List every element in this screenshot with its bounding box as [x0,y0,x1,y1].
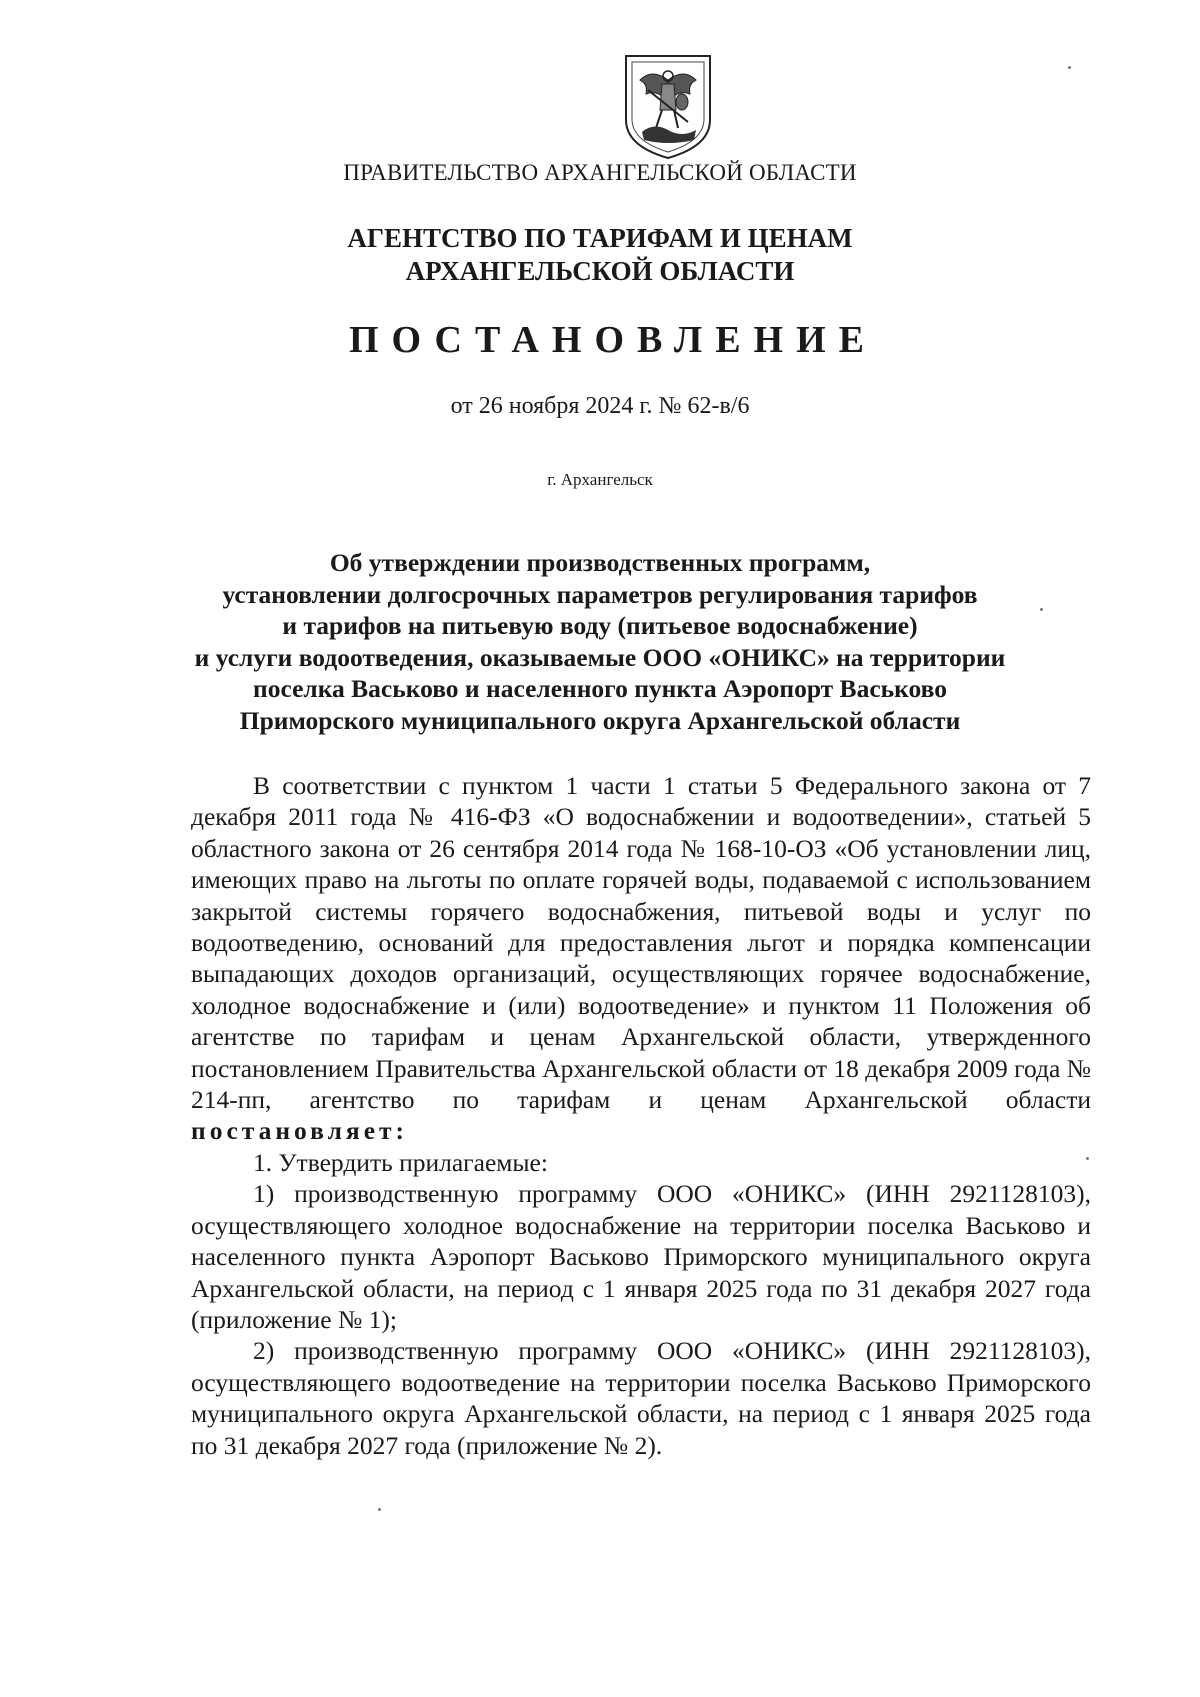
preamble-text: В соответствии с пунктом 1 части 1 статьи 5 Федерального закона от 7 декабря 2011 года № 416-ФЗ «О водоснабжении и водоотведении», статьей 5 областного закона от 26 сентября 2014 года № 168-10-ОЗ «Об установлении лиц, имеющих право на льготы по оплате горячей воды, подаваемой с использованием закрытой системы горячего водоснабжения, питьевой воды и услуг по водоотведению, оснований для предоставления льгот и порядка компенсации выпадающих доходов организаций, осуществляющих горячее водоснабжение, холодное водоснабжение и (или) водоотведение» и пунктом 11 Положения об агентстве по тарифам и ценам Архангельской области, утвержденного постановлением Правительства Архангельской области от 18 декабря 2009 года № 214-пп, агентство по тарифам и ценам Архангельской области [191,771,1091,1115]
scan-speck [378,1508,381,1511]
title-line: Приморского муниципального округа Архангельской области [239,705,961,735]
agency-name-line: АРХАНГЕЛЬСКОЙ ОБЛАСТИ [405,256,795,286]
arkhangelsk-coat-of-arms-icon [618,50,718,162]
title-line: и услуги водоотведения, оказываемые ООО «ОНИКС» на территории [194,642,1006,672]
agency-name-line: АГЕНТСТВО ПО ТАРИФАМ И ЦЕНАМ [347,223,853,253]
item-1-2: 2) производственную программу ООО «ОНИКС» (ИНН 2921128103), осуществляющего водоотведение на территории поселка Васьково Приморского муниципального округа Архангельской области, на период с 1 января 2025 года по 31 декабря 2027 года (приложение № 2). [191,1336,1091,1460]
agency-name [0,222,1200,288]
government-name: ПРАВИТЕЛЬСТВО АРХАНГЕЛЬСКОЙ ОБЛАСТИ [343,160,857,185]
title-line: поселка Васьково и населенного пункта Аэропорт Васьково [253,674,947,703]
item-1-1: 1) производственную программу ООО «ОНИКС» (ИНН 2921128103), осуществляющего холодное водоснабжение на территории поселка Васьково и населенного пункта Аэропорт Васьково Приморского муниципального округа Архангельской области, на период с 1 января 2025 года по 31 декабря 2027 года (приложение № 1); [191,1179,1091,1334]
document-body [191,770,1091,1461]
document-city: г. Архангельск [547,470,653,489]
title-line: установлении долгосрочных параметров регулирования тарифов [222,579,978,609]
scan-speck [1040,608,1043,611]
document-date-number: от 26 ноября 2024 г. № 62-в/6 [450,393,750,419]
title-line: Об утверждении производственных программ, [329,548,871,577]
decides-keyword: постановляет: [191,1116,409,1146]
document-type: ПОСТАНОВЛЕНИЕ [348,319,878,361]
scan-speck [1086,1157,1089,1160]
item-1: 1. Утвердить прилагаемые: [253,1147,548,1177]
preamble-paragraph [191,770,1091,1147]
title-line: и тарифов на питьевую воду (питьевое водоснабжение) [282,611,918,640]
scan-speck [1068,66,1071,69]
document-title [0,547,1200,736]
